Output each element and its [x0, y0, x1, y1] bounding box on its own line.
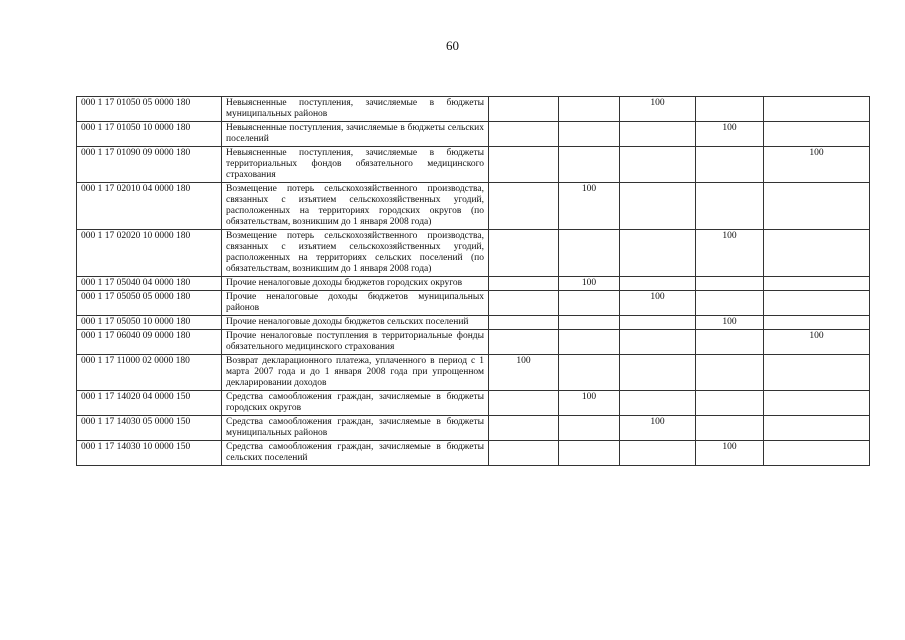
- budget-code-cell: 000 1 17 05050 10 0000 180: [77, 316, 222, 330]
- revenue-description-cell: Невыясненные поступления, зачисляемые в бюджеты сельских поселений: [222, 122, 489, 147]
- table-row: [77, 97, 870, 122]
- percent-cell-4: [696, 183, 764, 230]
- percent-cell-1: [489, 441, 559, 466]
- percent-cell-2: [559, 330, 620, 355]
- table-row: [77, 291, 870, 316]
- percent-cell-5: [764, 183, 870, 230]
- budget-revenue-table: [76, 96, 870, 466]
- table-row: [77, 230, 870, 277]
- page-number: 60: [446, 38, 459, 53]
- percent-cell-2: [559, 147, 620, 183]
- percent-cell-2: [559, 441, 620, 466]
- percent-cell-1: [489, 316, 559, 330]
- percent-cell-1: [489, 230, 559, 277]
- percent-cell-5: [764, 416, 870, 441]
- percent-cell-1: [489, 330, 559, 355]
- percent-cell-1: [489, 391, 559, 416]
- percent-cell-3: 100: [620, 416, 696, 441]
- table-row: [77, 183, 870, 230]
- percent-cell-4: 100: [696, 441, 764, 466]
- percent-cell-2: [559, 291, 620, 316]
- budget-code-cell: 000 1 17 11000 02 0000 180: [77, 355, 222, 391]
- percent-cell-1: [489, 183, 559, 230]
- budget-code-cell: 000 1 17 02020 10 0000 180: [77, 230, 222, 277]
- table-body: [77, 97, 870, 466]
- percent-cell-5: [764, 291, 870, 316]
- percent-cell-4: [696, 391, 764, 416]
- percent-cell-4: [696, 291, 764, 316]
- percent-cell-3: [620, 122, 696, 147]
- revenue-description-cell: Средства самообложения граждан, зачисляемые в бюджеты сельских поселений: [222, 441, 489, 466]
- percent-cell-5: [764, 97, 870, 122]
- budget-code-cell: 000 1 17 02010 04 0000 180: [77, 183, 222, 230]
- revenue-description-cell: Прочие неналоговые доходы бюджетов сельских поселений: [222, 316, 489, 330]
- percent-cell-5: 100: [764, 147, 870, 183]
- percent-cell-3: [620, 277, 696, 291]
- percent-cell-3: [620, 441, 696, 466]
- budget-code-cell: 000 1 17 01050 05 0000 180: [77, 97, 222, 122]
- percent-cell-3: 100: [620, 291, 696, 316]
- percent-cell-3: [620, 355, 696, 391]
- revenue-description-cell: Невыясненные поступления, зачисляемые в бюджеты территориальных фондов обязательного медицинского страхования: [222, 147, 489, 183]
- percent-cell-5: [764, 441, 870, 466]
- table-row: [77, 416, 870, 441]
- percent-cell-4: 100: [696, 122, 764, 147]
- percent-cell-2: [559, 230, 620, 277]
- budget-code-cell: 000 1 17 05040 04 0000 180: [77, 277, 222, 291]
- percent-cell-4: [696, 330, 764, 355]
- budget-code-cell: 000 1 17 05050 05 0000 180: [77, 291, 222, 316]
- budget-code-cell: 000 1 17 14030 10 0000 150: [77, 441, 222, 466]
- revenue-description-cell: Средства самообложения граждан, зачисляемые в бюджеты городских округов: [222, 391, 489, 416]
- revenue-description-cell: Возмещение потерь сельскохозяйственного производства, связанных с изъятием сельскохозяйственных угодий, расположенных на территориях городских округов (по обязательствам, возникшим до 1 января 2008 года): [222, 183, 489, 230]
- budget-code-cell: 000 1 17 14030 05 0000 150: [77, 416, 222, 441]
- percent-cell-3: [620, 316, 696, 330]
- percent-cell-1: [489, 277, 559, 291]
- percent-cell-5: [764, 355, 870, 391]
- percent-cell-5: [764, 277, 870, 291]
- revenue-description-cell: Невыясненные поступления, зачисляемые в бюджеты муниципальных районов: [222, 97, 489, 122]
- percent-cell-1: [489, 416, 559, 441]
- revenue-description-cell: Средства самообложения граждан, зачисляемые в бюджеты муниципальных районов: [222, 416, 489, 441]
- percent-cell-5: [764, 316, 870, 330]
- percent-cell-2: [559, 316, 620, 330]
- percent-cell-3: 100: [620, 97, 696, 122]
- percent-cell-5: [764, 122, 870, 147]
- revenue-description-cell: Возврат декларационного платежа, уплаченного в период с 1 марта 2007 года и до 1 января 2008 года при упрощенном декларировании доходов: [222, 355, 489, 391]
- budget-code-cell: 000 1 17 14020 04 0000 150: [77, 391, 222, 416]
- percent-cell-1: [489, 97, 559, 122]
- percent-cell-1: 100: [489, 355, 559, 391]
- percent-cell-5: 100: [764, 330, 870, 355]
- percent-cell-2: [559, 416, 620, 441]
- percent-cell-3: [620, 147, 696, 183]
- table-row: [77, 122, 870, 147]
- budget-code-cell: 000 1 17 06040 09 0000 180: [77, 330, 222, 355]
- percent-cell-1: [489, 291, 559, 316]
- percent-cell-4: [696, 277, 764, 291]
- percent-cell-2: 100: [559, 391, 620, 416]
- revenue-description-cell: Прочие неналоговые доходы бюджетов городских округов: [222, 277, 489, 291]
- percent-cell-4: [696, 355, 764, 391]
- percent-cell-4: 100: [696, 316, 764, 330]
- table-row: [77, 330, 870, 355]
- budget-code-cell: 000 1 17 01050 10 0000 180: [77, 122, 222, 147]
- percent-cell-2: 100: [559, 183, 620, 230]
- percent-cell-3: [620, 391, 696, 416]
- percent-cell-4: [696, 147, 764, 183]
- percent-cell-4: [696, 416, 764, 441]
- percent-cell-3: [620, 230, 696, 277]
- table-row: [77, 355, 870, 391]
- percent-cell-2: 100: [559, 277, 620, 291]
- budget-code-cell: 000 1 17 01090 09 0000 180: [77, 147, 222, 183]
- percent-cell-2: [559, 97, 620, 122]
- percent-cell-3: [620, 330, 696, 355]
- percent-cell-1: [489, 122, 559, 147]
- percent-cell-4: [696, 97, 764, 122]
- percent-cell-2: [559, 122, 620, 147]
- percent-cell-5: [764, 391, 870, 416]
- percent-cell-2: [559, 355, 620, 391]
- table-row: [77, 391, 870, 416]
- percent-cell-3: [620, 183, 696, 230]
- table-row: [77, 277, 870, 291]
- percent-cell-1: [489, 147, 559, 183]
- revenue-description-cell: Прочие неналоговые поступления в территориальные фонды обязательного медицинского страхования: [222, 330, 489, 355]
- table-row: [77, 441, 870, 466]
- table-row: [77, 316, 870, 330]
- percent-cell-4: 100: [696, 230, 764, 277]
- table-row: [77, 147, 870, 183]
- revenue-description-cell: Возмещение потерь сельскохозяйственного производства, связанных с изъятием сельскохозяйственных угодий, расположенных на территориях сельских поселений (по обязательствам, возникшим до 1 января 2008 года): [222, 230, 489, 277]
- revenue-description-cell: Прочие неналоговые доходы бюджетов муниципальных районов: [222, 291, 489, 316]
- percent-cell-5: [764, 230, 870, 277]
